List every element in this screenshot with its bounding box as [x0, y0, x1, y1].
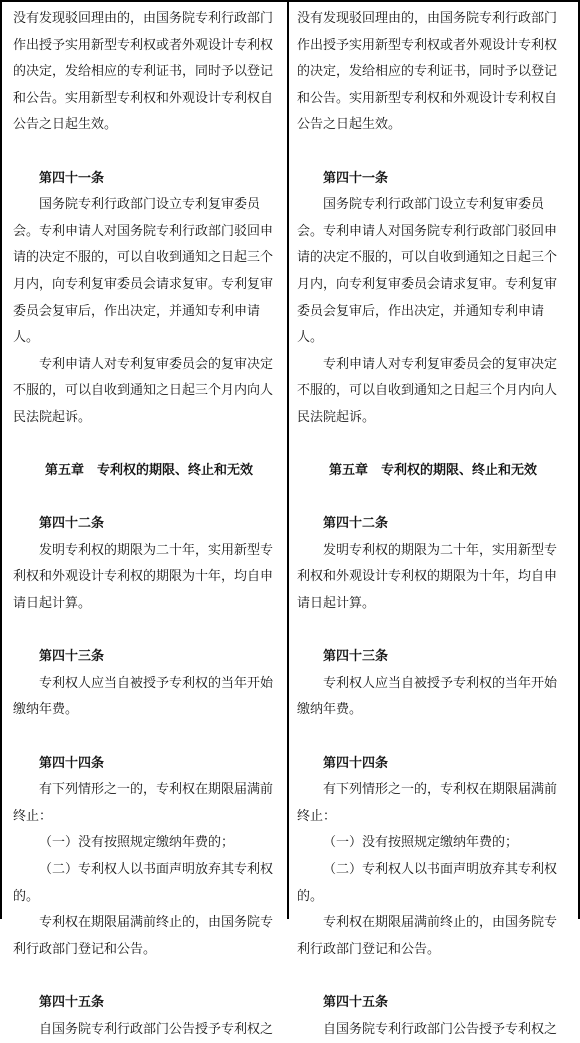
chapter-5-heading: 第五章 专利权的期限、终止和无效: [44, 463, 253, 479]
article-43-paragraph: 专利权人应当自被授予专利权的当年开始缴纳年费。: [13, 675, 274, 718]
article-44-item-1: （一）没有按照规定缴纳年费的；: [39, 835, 235, 851]
article-41-title: 第四十一条: [323, 170, 389, 186]
article-43-title: 第四十三条: [39, 649, 105, 665]
chapter-5-heading: 第五章 专利权的期限、终止和无效: [328, 463, 537, 479]
article-44-paragraph-1: 有下列情形之一的，专利权在期限届满前终止：: [13, 782, 274, 824]
article-44-paragraph-2: 专利权在期限届满前终止的，由国务院专利行政部门登记和公告。: [13, 915, 274, 957]
article-41-paragraph-2: 专利申请人对专利复审委员会的复审决定不服的，可以自收到通知之日起三个月内向人民法院起诉。: [13, 356, 274, 425]
article-43-title: 第四十三条: [323, 649, 389, 665]
left-column: [13, 6, 285, 1043]
article-42-paragraph: 发明专利权的期限为二十年，实用新型专利权和外观设计专利权的期限为十年，均自申请日起计算。: [297, 542, 558, 612]
article-45-paragraph: 自国务院专利行政部门公告授予专利权之: [323, 1021, 558, 1037]
article-44-paragraph-1: 有下列情形之一的，专利权在期限届满前终止：: [297, 782, 558, 824]
article-42-title: 第四十二条: [323, 516, 389, 532]
article-42-paragraph: 发明专利权的期限为二十年，实用新型专利权和外观设计专利权的期限为十年，均自申请日起计算。: [13, 542, 274, 612]
article-45-title: 第四十五条: [323, 994, 389, 1010]
article-41-paragraph-1: 国务院专利行政部门设立专利复审委员会。专利申请人对国务院专利行政部门驳回申请的决定不服的，可以自收到通知之日起三个月内，向专利复审委员会请求复审。专利复审委员会复审后，作出决定，并通知专利申请人。: [13, 197, 274, 346]
article-44-paragraph-2: 专利权在期限届满前终止的，由国务院专利行政部门登记和公告。: [297, 915, 558, 957]
article-44-item-1: （一）没有按照规定缴纳年费的；: [323, 835, 519, 851]
intro-paragraph: 没有发现驳回理由的，由国务院专利行政部门作出授予实用新型专利权或者外观设计专利权的决定，发给相应的专利证书，同时予以登记和公告。实用新型专利权和外观设计专利权自公告之日起生效。: [13, 11, 274, 133]
article-42-title: 第四十二条: [39, 516, 105, 532]
intro-paragraph: 没有发现驳回理由的，由国务院专利行政部门作出授予实用新型专利权或者外观设计专利权的决定，发给相应的专利证书，同时予以登记和公告。实用新型专利权和外观设计专利权自公告之日起生效。: [297, 11, 558, 133]
article-43-paragraph: 专利权人应当自被授予专利权的当年开始缴纳年费。: [297, 675, 558, 718]
article-44-title: 第四十四条: [39, 755, 105, 771]
article-41-paragraph-2: 专利申请人对专利复审委员会的复审决定不服的，可以自收到通知之日起三个月内向人民法院起诉。: [297, 356, 558, 425]
article-41-paragraph-1: 国务院专利行政部门设立专利复审委员会。专利申请人对国务院专利行政部门驳回申请的决定不服的，可以自收到通知之日起三个月内，向专利复审委员会请求复审。专利复审委员会复审后，作出决定，并通知专利申请人。: [297, 197, 558, 346]
left-border: [0, 0, 2, 919]
column-divider: [287, 0, 289, 919]
top-border: [0, 0, 580, 2]
article-45-paragraph: 自国务院专利行政部门公告授予专利权之: [39, 1021, 274, 1037]
article-41-title: 第四十一条: [39, 170, 105, 186]
right-column: [297, 6, 569, 1043]
article-44-item-2: （二）专利权人以书面声明放弃其专利权的。: [13, 862, 274, 904]
article-45-title: 第四十五条: [39, 994, 105, 1010]
article-44-title: 第四十四条: [323, 755, 389, 771]
article-44-item-2: （二）专利权人以书面声明放弃其专利权的。: [297, 862, 558, 904]
